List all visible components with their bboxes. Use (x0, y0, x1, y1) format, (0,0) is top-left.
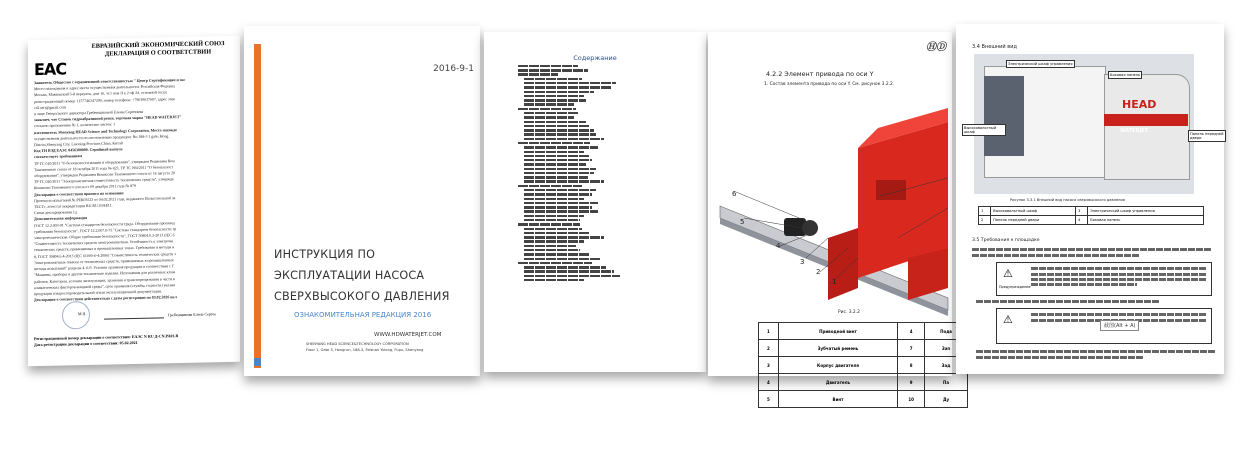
table-cell: Двигатель (778, 374, 897, 391)
table-cell: Па (925, 374, 968, 391)
contents-entry (518, 185, 582, 187)
external-table-row (979, 216, 1204, 225)
label-hv-cabinet: Высоковольтный шкаф (962, 124, 1006, 136)
cover-title-line-3: СВЕРХВЫСОКОГО ДАВЛЕНИЯ (274, 290, 450, 303)
cover-title-line-2: ЭКСПЛУАТАЦИИ НАСОСА (274, 269, 425, 282)
table-cell: Высоковольтный шкаф (991, 207, 1076, 216)
declaration-line: Схема декларирования 1д (34, 210, 77, 216)
contents-entry (524, 151, 584, 153)
contents-entry (524, 275, 620, 277)
contents-entry (524, 193, 592, 195)
callout-3: 3 (800, 258, 805, 266)
declaration-line: технических средств, применяемых в промышленных зонах. Требования и методы и (34, 245, 175, 253)
declaration-line: регистрационный номер: 1157746347299, номер телефона: +79639637607, адрес элек (34, 96, 176, 104)
contents-entry (524, 206, 592, 208)
table-cell: Боковая панель (1088, 216, 1204, 225)
contents-entry (524, 138, 604, 140)
declaration-line: оборудования", утвержден Решением Комиссии Таможенного союза от 16 августа 20 (34, 171, 175, 179)
contents-entry (524, 253, 590, 255)
contents-entry (524, 232, 590, 234)
contents-entry (524, 176, 588, 178)
table-cell: 1 (759, 323, 779, 340)
contents-page[interactable] (484, 32, 706, 372)
contents-entry (524, 172, 594, 174)
contents-entry (518, 142, 590, 144)
drive-section-heading: 4.2.2 Элемент привода по оси Y (766, 70, 874, 78)
contents-entry (524, 245, 576, 247)
table-cell: Винт (778, 391, 897, 408)
cover-company: SHENYANG HEAD SCIENCE&TECHNOLOGY CORPORATION (306, 342, 409, 346)
external-view-heading: 3.4 Внешний вид (972, 44, 1017, 50)
site-requirements-heading: 3.5 Требования к площадке (972, 238, 1040, 243)
brand-sub-label: WATERJET (1120, 128, 1149, 134)
label-side-panel: Боковая панель (1110, 73, 1141, 77)
callout-2: 2 (816, 268, 821, 276)
table-cell: Подв (925, 323, 968, 340)
signer-name: Гребенщикова Елена Сергее (168, 311, 217, 318)
drive-table-row (759, 340, 968, 357)
contents-entry (524, 215, 584, 217)
contents-entry (524, 202, 598, 204)
contents-entry (524, 168, 596, 170)
external-view-page[interactable] (956, 24, 1224, 374)
contents-entry (524, 82, 616, 84)
contents-entry (524, 210, 598, 212)
declaration-line: Комиссии Таможенного союза от 09 декабря 2011 года № 879 (34, 184, 136, 191)
table-cell: Зубчатый ремень (778, 340, 897, 357)
declaration-line: Код ТН ВЭД ЕАЭС 8456300000. Серийный выпуск (34, 147, 123, 154)
callout-4: 4 (776, 242, 781, 250)
contents-entry (524, 155, 590, 157)
table-cell: 2 (759, 340, 779, 357)
contents-entry (524, 91, 594, 93)
external-view-caption: Рисунок 3.3.1 Внешний вид насоса сверхвысокого давления (1010, 198, 1125, 202)
table-cell: 2 (979, 216, 991, 225)
drive-table-row (759, 374, 968, 391)
external-parts-table (978, 206, 1204, 225)
declaration-line: Электромагнитные помехи от технических средств, применяемых в промышленных (34, 258, 174, 265)
warning-label: Предупреждение (999, 285, 1031, 289)
contents-entry (524, 228, 582, 230)
table-cell: 10 (898, 391, 925, 408)
contents-entry (524, 129, 594, 131)
contents-entry (524, 112, 578, 114)
contents-entry (524, 159, 592, 161)
external-table-row (979, 207, 1204, 216)
contents-entry (524, 270, 614, 272)
declaration-line: продукции товаросопроводительной и/или эксплуатационной документации. (34, 289, 162, 297)
declaration-page[interactable] (28, 36, 240, 366)
contents-entry (524, 86, 612, 88)
contents-entry (524, 279, 584, 281)
callout-6: 6 (732, 190, 737, 198)
table-cell: 7 (898, 340, 925, 357)
contents-entry (524, 95, 584, 97)
contents-heading: Содержание (573, 54, 617, 62)
orange-accent-bar (254, 44, 261, 368)
declaration-line: в лице Генерального директора Гребенщиковой Елены Сергеевны (34, 109, 144, 117)
contents-entry (518, 108, 576, 110)
declaration-line: Заявитель Общество с ограниченной ответственностью " Центр Сертификации и экс (34, 77, 186, 86)
contents-entry (524, 249, 580, 251)
declaration-line: Дополнительная информация (34, 216, 87, 222)
table-cell: Корпус двигателя (778, 357, 897, 374)
pump-photo (974, 54, 1194, 194)
label-front-door: Панель передней двери (1188, 130, 1226, 142)
table-cell: Ду (925, 391, 968, 408)
table-cell: Зап (925, 340, 968, 357)
contents-entry (524, 258, 600, 260)
declaration-line: соответствует требованиям (34, 154, 83, 160)
drive-caption: Рис. 3.2.2 (838, 310, 860, 315)
declaration-line: Место нахождения и адрес места осуществления деятельности: Российская Федерац (34, 84, 175, 92)
table-cell: 4 (759, 374, 779, 391)
table-cell: 4 (1076, 216, 1088, 225)
registration-number: Регистрационный номер декларации о соответствии: ЕАЭС N RU Д-CN.PA01.B (34, 333, 179, 342)
contents-entry (524, 121, 586, 123)
declaration-line: районов. Категории, условия эксплуатации, хранения и транспортирования в части в (34, 276, 175, 284)
table-cell: 1 (979, 207, 991, 216)
cover-url: WWW.HDWATERJET.COM (374, 332, 442, 338)
contents-entry (524, 99, 586, 101)
table-cell: 8 (898, 357, 925, 374)
warning-box-1 (996, 262, 1212, 296)
contents-list (518, 63, 668, 283)
stamp-label: М.П. (78, 310, 87, 317)
brand-label: HEAD (1122, 98, 1157, 111)
declaration-line: требования безопасности", ГОСТ 12.2.007.0-75 "Система стандартов безопасности тр (34, 226, 177, 234)
contents-entry (524, 146, 598, 148)
contents-entry (524, 125, 590, 127)
declaration-line: ГОСТ 12.2.003-91 "Система стандартов безопасности труда. Оборудование производ (34, 220, 175, 228)
declaration-line: 8, ГОСТ 30804.6.4-2013 (IEC 61000-6-4:2006) "Совместимость технических средств э (34, 251, 176, 259)
contents-entry (524, 240, 584, 242)
contents-entry (524, 266, 606, 268)
contents-entry (524, 133, 596, 135)
table-cell: Приводной винт (778, 323, 897, 340)
declaration-line: заявляет, что Станок гидроабразивной резки, торговая марка "HEAD WATERJET" (34, 115, 182, 123)
declaration-line: District,Shenyang City, Liaoning Province,China, Китай (34, 141, 123, 148)
label-control-cabinet: Электрический шкаф управления (1008, 62, 1073, 66)
warning-icon: ⚠ (1003, 267, 1013, 280)
contents-entry (524, 116, 574, 118)
table-cell: 9 (898, 374, 925, 391)
table-cell: Электрический шкаф управления (1088, 207, 1204, 216)
declaration-line: "Машины, приборы и другие технические изделия. Исполнения для различных клим (34, 270, 176, 278)
contents-entry (524, 198, 584, 200)
screenshot-tooltip: 截图(Alt + A) (1100, 320, 1139, 331)
table-cell: 5 (759, 391, 779, 408)
contents-entry (518, 73, 558, 75)
declaration-line: изготовитель Shenyang HEAD Science and Technology Corporation. Место нахожде (34, 127, 177, 135)
table-cell: 3 (759, 357, 779, 374)
declaration-line: cril.sert@gmail.com (34, 105, 66, 110)
cover-subtitle: ОЗНАКОМИТЕЛЬНАЯ РЕДАКЦИЯ 2016 (294, 311, 432, 319)
table-cell: 3 (1076, 207, 1088, 216)
cover-title-line-1: ИНСТРУКЦИЯ ПО (274, 248, 376, 261)
contents-entry (524, 103, 574, 105)
drive-parts-table (758, 322, 968, 408)
warning-icon-2: ⚠ (1003, 313, 1013, 326)
table-cell: Панель передней двери (991, 216, 1076, 225)
table-cell: Зад (925, 357, 968, 374)
declaration-line: Протокола испытаний № РЕК03523 от 04.02.2021 года, выданного Испытательной ла (34, 195, 176, 203)
stamp-icon (62, 301, 90, 330)
company-logo-icon: ⒽⒹ (926, 42, 946, 53)
declaration-line: электротехнические. Общие требования безопасности", ГОСТ 30804.6.2-2013 (IEC 6 (34, 233, 175, 241)
contents-entry (524, 236, 604, 238)
contents-entry (524, 180, 604, 182)
contents-entry (518, 223, 580, 225)
declaration-line: Москва, Маяковский 5-й переулок, дом 16, эт.1 пом II к 2 оф 24, основной госуд (34, 90, 167, 98)
y-axis-drive-diagram (708, 88, 952, 328)
drive-page[interactable] (708, 32, 952, 402)
declaration-line: ТР ТС 010/2011 "О безопасности машин и оборудования", утвержден Решением Ком (34, 158, 175, 166)
blue-accent-square (254, 358, 261, 366)
eac-logo: ЕАС (34, 59, 67, 80)
drive-table-row (759, 391, 968, 408)
manual-cover-page[interactable] (244, 26, 480, 376)
signature-line (104, 317, 164, 319)
contents-entry (518, 69, 588, 71)
declaration-line: ТЕСТ», аттестат аккредитации RU.RU.03АБ11. (34, 203, 113, 210)
declaration-line: "Совместимость технических средств электромагнитная. Устойчивость к электрома (34, 239, 174, 247)
drive-table-row (759, 323, 968, 340)
declaration-line: Таможенного союза от 18 октября 2011 года № 823, ТР ТС 004/2011 "О безопасност (34, 165, 174, 172)
registration-date: Дата регистрации декларации о соответствии: 05.02.2021 (34, 339, 138, 348)
declaration-title-1: ЕВРАЗИЙСКИЙ ЭКОНОМИЧЕСКИЙ СОЮЗ (91, 40, 225, 50)
declaration-line: согласно приложению № 1, количество листов: 1 (34, 122, 116, 129)
contents-entry (524, 163, 586, 165)
contents-entry (518, 262, 592, 264)
cover-date: 2016-9-1 (433, 64, 474, 74)
declaration-line: методы испытаний" разделы 4, 6-9. Условия хранения продукции в соответствии с Г (34, 264, 174, 272)
declaration-line: осуществления деятельности по изготовлению продукции: No.188-3 1 gate, Hong (34, 134, 169, 141)
contents-entry (524, 78, 582, 80)
drive-table-row (759, 357, 968, 374)
contents-entry (518, 65, 578, 67)
cover-address: Floor 1, Gate 3, Hongrun, 168-3, Feishan Yulong, Fupu, Shenyang (306, 348, 424, 352)
contents-entry (524, 219, 580, 221)
table-cell: 4 (898, 323, 925, 340)
declaration-line: Декларация о соответствии принята на основании (34, 190, 124, 197)
drive-section-text: 1. Состав элемента привода по оси Y. См. рисунок 3.2.2. (764, 82, 895, 87)
declaration-line: климатических факторов внешней среды", срок хранения (службы, годности) указыв (34, 282, 176, 290)
contents-entry (524, 189, 596, 191)
declaration-line: Декларация о соответствии действительна с даты регистрации по 03.02.2026 вкл (34, 295, 177, 303)
callout-5: 5 (740, 218, 745, 226)
declaration-body (34, 76, 244, 304)
declaration-title-2: ДЕКЛАРАЦИЯ О СООТВЕТСТВИИ (104, 48, 212, 58)
declaration-line: ТР ТС 020/2011 "Электромагнитная совместимость технических средств", утвержде (34, 177, 174, 185)
callout-1: 1 (832, 278, 837, 286)
